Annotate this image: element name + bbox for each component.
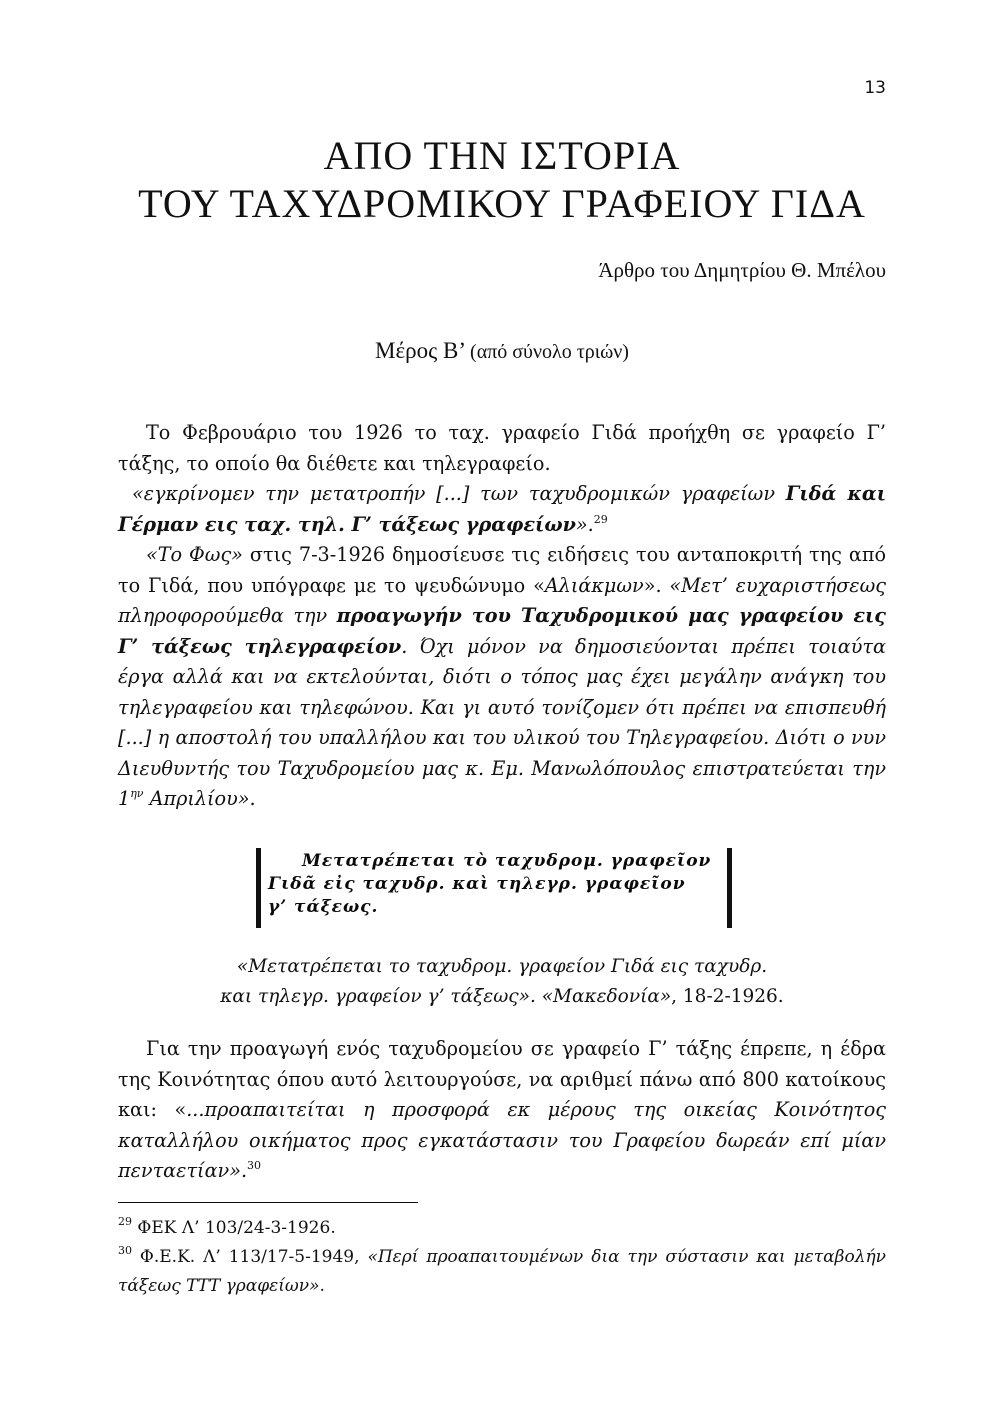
quote-end: ».	[575, 512, 594, 536]
para3-text: στις 7-3-1926 δημοσίευσε τις ειδήσεις του ανταποκριτή της από το Γιδά, που υπόγραφε με το ψευδώνυμο «	[118, 543, 886, 597]
paragraph-1: Το Φεβρουάριο του 1926 το ταχ. γραφείο Γιδά προήχθη σε γραφείο Γ’ τάξης, το οποίο θα διέθετε και τηλεγραφείο.	[118, 421, 886, 475]
quote-close: Απριλίου».	[143, 787, 256, 810]
clipping-text	[268, 850, 720, 919]
footnote-30-text: Φ.Ε.Κ. Λ’ 113/17-5-1949,	[132, 1247, 368, 1267]
footnotes	[118, 1214, 886, 1301]
clipping-line-1: Μετατρέπεται τὸ ταχυδρομ. γραφεῖον	[302, 851, 712, 871]
caption-line-2	[0, 982, 1004, 1012]
footnote-29-text: ΦΕΚ Λ’ 103/24-3-1926.	[132, 1218, 336, 1238]
quote-start: «Μετ’ ευχαριστήσεως πληροφορούμεθα την	[118, 573, 886, 627]
part-heading	[0, 338, 1004, 364]
newspaper-clipping	[256, 848, 732, 928]
para4-quote: ...προαπαιτείται η προσφορά εκ μέρους της οικείας Κοινότητος καταλλήλου οικήματος προς εγκατάστασιν του Γραφείου δωρεάν επί μίαν πενταετίαν	[118, 1098, 886, 1182]
para4-text: Για την προαγωγή ενός ταχυδρομείου σε γραφείο Γ’ τάξης έπρεπε, η έδρα της Κοινότητας όπου αυτό λειτουργούσε, να αριθμεί πάνω από 800 κατοίκους και: «	[118, 1037, 886, 1121]
footnote-30	[118, 1243, 886, 1301]
clipping-caption	[0, 952, 1004, 1012]
pseudonym: Αλιάκμων	[544, 573, 644, 597]
newspaper-name: «Το Φως»	[146, 543, 243, 566]
clipping-line-3: γ’ τάξεως.	[268, 897, 379, 917]
footnote-ref-30: 30	[247, 1159, 262, 1172]
caption-line-1: «Μετατρέπεται το ταχυδρομ. γραφείον Γιδά εις ταχυδρ.	[236, 956, 768, 977]
paragraph-2	[118, 479, 886, 540]
footnote-30-end: .	[319, 1276, 325, 1296]
paragraph-3	[118, 540, 886, 815]
paragraph-4	[118, 1034, 886, 1187]
footnote-ref-29: 29	[593, 512, 608, 526]
footnote-30-number: 30	[118, 1244, 132, 1257]
footnote-29	[118, 1214, 886, 1243]
caption-line-2-italic: και τηλεγρ. γραφείον γ’ τάξεως». «Μακεδονία»	[220, 986, 672, 1007]
title-line-2: ΤΟΥ ΤΑΧΥΔΡΟΜΙΚΟΥ ΓΡΑΦΕΙΟΥ ΓΙΔΑ	[138, 181, 866, 226]
quote-bold: Γιδά και Γέρμαν εις ταχ. τηλ. Γ’ τάξεως γραφείων	[118, 482, 886, 536]
part-title: Μέρος Β’	[375, 338, 465, 363]
footnote-29-number: 29	[118, 1215, 132, 1228]
quote-body: . Όχι μόνον να δημοσιεύονται πρέπει τοιαύτα έργα αλλά και να εκτελούνται, διότι ο τόπος μας έχει μεγάλην ανάγκη του τηλεγραφείου και τηλεφώνου. Και γι αυτό τονίζομεν ότι πρέπει να επισπευθή [...] η αποστολή του υπαλλήλου και του υλικού του Τηλεγραφείου. Διότι ο νυν Διευθυντής του Ταχυδρομείου μας κ. Εμ. Μανωλόπουλος επιστρατεύεται την 1	[118, 634, 886, 810]
footnote-divider	[118, 1202, 418, 1203]
article-byline: Άρθρο του Δημητρίου Θ. Μπέλου	[598, 258, 886, 282]
clipping-line-2: Γιδᾶ εἰς ταχυδρ. καὶ τηλεγρ. γραφεῖον	[268, 874, 686, 894]
part-subtitle: (από σύνολο τριών)	[470, 341, 629, 363]
page-title	[0, 132, 1004, 228]
title-line-1: ΑΠΟ ΤΗΝ ΙΣΤΟΡΙΑ	[323, 133, 681, 178]
footnote-30-title: «Περί προαπαιτουμένων δια την σύστασιν και μεταβολήν τάξεως ΤΤΤ γραφείων»	[118, 1247, 886, 1296]
para3-text-2: ».	[643, 573, 670, 597]
ordinal-sup: ην	[130, 787, 144, 800]
caption-date: , 18-2-1926.	[671, 986, 784, 1007]
page-number: 13	[864, 78, 886, 98]
quote-text: «εγκρίνομεν την μετατροπήν [...] των ταχυδρομικών γραφείων	[132, 482, 786, 505]
quote-bold-2: προαγωγήν του Ταχυδρομικού μας γραφείου εις Γ’ τάξεως τηλεγραφείον	[118, 604, 886, 658]
body-upper	[118, 418, 886, 815]
body-lower	[118, 1034, 886, 1187]
para4-quote-end: ».	[229, 1159, 248, 1182]
